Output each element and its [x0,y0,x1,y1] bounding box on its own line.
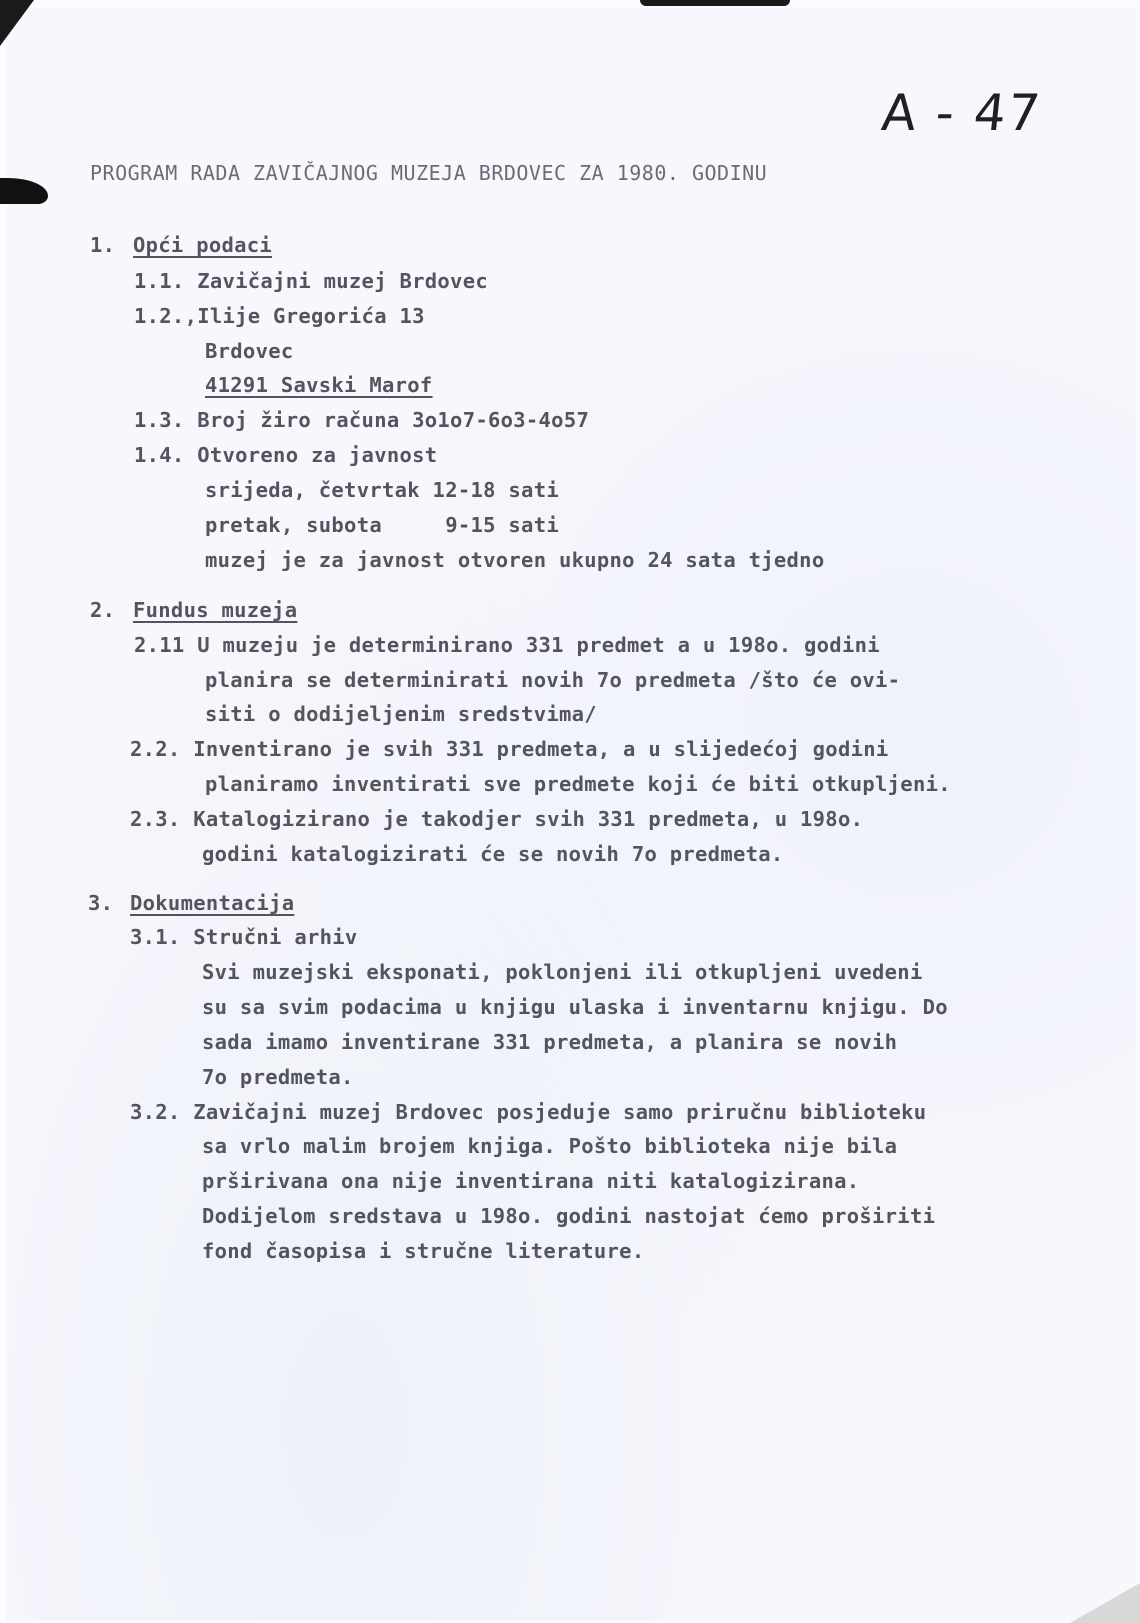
section3-line-3-2b: sa vrlo malim brojem knjiga. Pošto biblioteka nije bila [202,1134,898,1158]
section1-number: 1. [90,233,116,257]
document-title: PROGRAM RADA ZAVIČAJNOG MUZEJA BRDOVEC ZA 1980. GODINU [90,161,768,185]
section3-line-3-1: 3.1. Stručni arhiv [130,925,358,949]
archive-mark: A - 47 [878,84,1045,142]
section2-line-2-1b: planira se determinirati novih 7o predmeta /što će ovi- [205,668,901,692]
section1-line-1-2c: 41291 Savski Marof [205,373,433,397]
section2-line-2-3a: 2.3. Katalogizirano je takodjer svih 331 predmeta, u 198o. [130,807,864,831]
section1-heading: Opći podaci [133,233,273,257]
section3-number: 3. [88,891,114,915]
section1-line-1-4c: pretak, subota 9-15 sati [205,513,559,537]
section3-heading: Dokumentacija [130,891,295,915]
section1-line-1-2: 1.2.,Ilije Gregorića 13 [134,304,425,328]
section2-line-2-2b: planiramo inventirati sve predmete koji će biti otkupljeni. [205,772,951,796]
section3-line-3-2e: fond časopisa i stručne literature. [202,1239,645,1263]
section3-line-3-2c: prširivana ona nije inventirana niti katalogizirana. [202,1169,860,1193]
section3-line-3-1a: Svi muzejski eksponati, poklonjeni ili otkupljeni uvedeni [202,960,923,984]
section2-line-2-3b: godini katalogizirati će se novih 7o predmeta. [202,842,784,866]
section1-line-1-3: 1.3. Broj žiro računa 3o1o7-6o3-4o57 [134,408,590,432]
section1-line-1-4d: muzej je za javnost otvoren ukupno 24 sata tjedno [205,548,825,572]
section1-line-1-4: 1.4. Otvoreno za javnost [134,443,438,467]
scan-corner-top-left [0,0,34,46]
section2-number: 2. [90,598,116,622]
section3-line-3-2a: 3.2. Zavičajni muzej Brdovec posjeduje samo priručnu biblioteku [130,1100,927,1124]
section3-line-3-1d: 7o predmeta. [202,1065,354,1089]
section1-line-1-2b: Brdovec [205,339,294,363]
section1-line-1-1: 1.1. Zavičajni muzej Brdovec [134,269,488,293]
section3-line-3-1b: su sa svim podacima u knjigu ulaska i inventarnu knjigu. Do [202,995,948,1019]
section2-line-2-1c: siti o dodijeljenim sredstvima/ [205,702,597,726]
section3-line-3-1c: sada imamo inventirane 331 predmeta, a planira se novih [202,1030,898,1054]
section2-line-2-2a: 2.2. Inventirano je svih 331 predmeta, a u slijedećoj godini [130,737,889,761]
scan-corner-bottom-right [1070,1583,1140,1623]
section2-line-2-1a: 2.11 U muzeju je determinirano 331 predmet a u 198o. godini [134,633,880,657]
section1-line-1-4b: srijeda, četvrtak 12-18 sati [205,478,559,502]
scan-edge-top [640,0,790,6]
section3-line-3-2d: Dodijelom sredstava u 198o. godini nastojat ćemo proširiti [202,1204,936,1228]
section2-heading: Fundus muzeja [133,598,298,622]
